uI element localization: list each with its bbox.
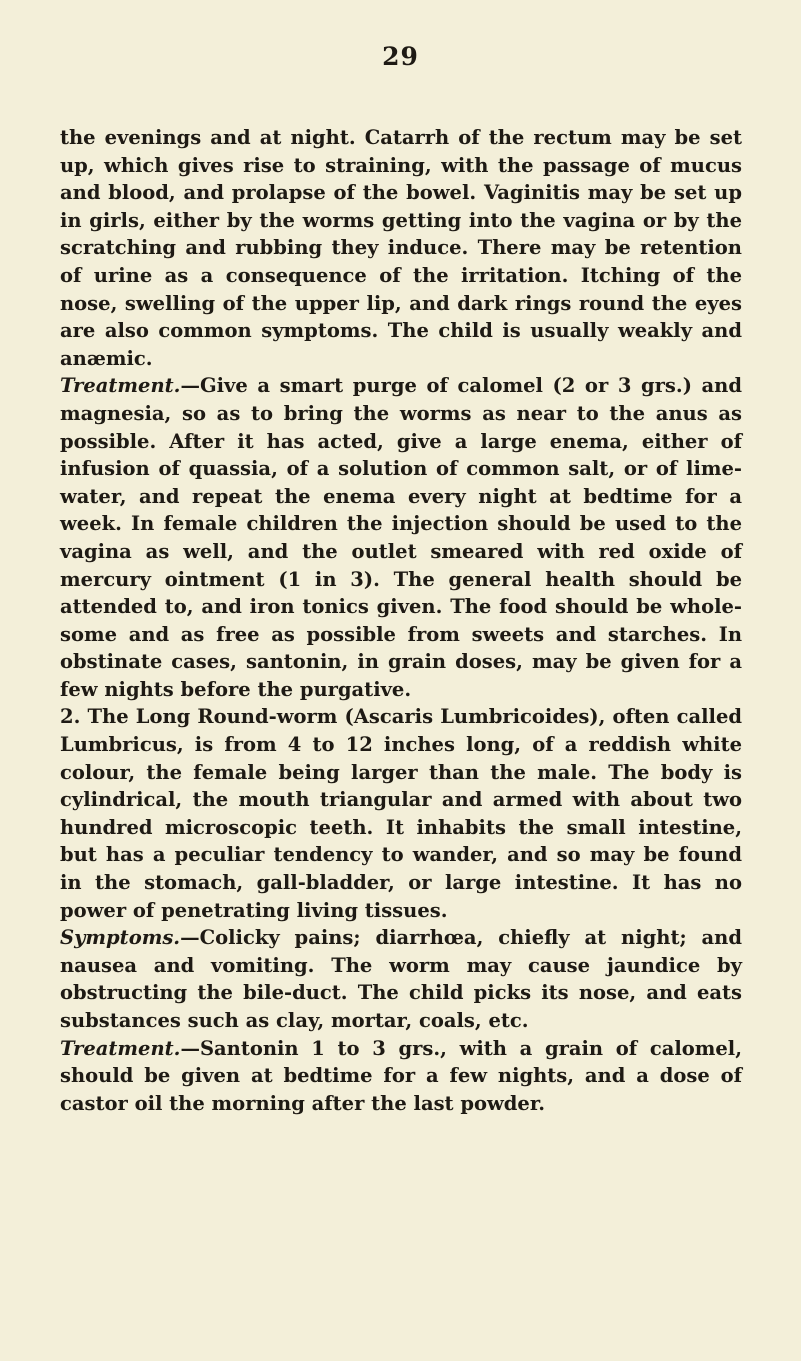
paragraph-text: the evenings and at night. Catarrh of the rectum may be set up, which gives rise to straining, with the passage of mucus and blood, and prolapse of the bowel. Vaginitis may be set up in girls, either by the worms getting into the vagina or by the scratching and rubbing they induce. There may be retention of urine as a consequence of the irritation. Itching of the nose, swelling of the upper lip, and dark rings round the eyes are also common symptoms. The child is usually weakly and anæmic. xyxy=(60,126,742,370)
paragraph xyxy=(60,1035,742,1118)
paragraph-text: —Give a smart purge of calomel (2 or 3 grs.) and magnesia, so as to bring the worms as near to the anus as possible. After it has acted, give a large enema, either of infusion of quassia, of a solution of common salt, or of lime-water, and repeat the enema every night at bedtime for a week. In female children the injection should be used to the vagina as well, and the outlet smeared with red oxide of mercury ointment (1 in 3). The general health should be attended to, and iron tonics given. The food should be whole-some and as free as possible from sweets and starches. In obstinate cases, santonin, in grain doses, may be given for a few nights before the purgative. xyxy=(60,374,742,701)
paragraph xyxy=(60,372,742,703)
paragraph xyxy=(60,703,742,924)
paragraph-text: —Colicky pains; diarrhœa, chiefly at night; and nausea and vomiting. The worm may cause jaundice by obstructing the bile-duct. The child picks its nose, and eats substances such as clay, mortar, coals, etc. xyxy=(60,926,742,1032)
paragraph xyxy=(60,124,742,372)
paragraph-lead: Treatment. xyxy=(60,374,181,398)
body-text xyxy=(60,124,742,1117)
paragraph-text: —Santonin 1 to 3 grs., with a grain of calomel, should be given at bedtime for a few nights, and a dose of castor oil the morning after the last powder. xyxy=(60,1036,742,1115)
paragraph xyxy=(60,924,742,1034)
paragraph-lead: Treatment. xyxy=(60,1036,181,1060)
paragraph-text: 2. The Long Round-worm (Ascaris Lumbricoides), often called Lumbricus, is from 4 to 12 inches long, of a reddish white colour, the female being larger than the male. The body is cylindrical, the mouth triangular and armed with about two hundred microscopic teeth. It inhabits the small intestine, but has a peculiar tendency to wander, and so may be found in the stomach, gall-bladder, or large intestine. It has no power of penetrating living tissues. xyxy=(60,705,742,922)
paragraph-lead: Symptoms. xyxy=(60,926,181,950)
page-number: 29 xyxy=(382,42,419,71)
